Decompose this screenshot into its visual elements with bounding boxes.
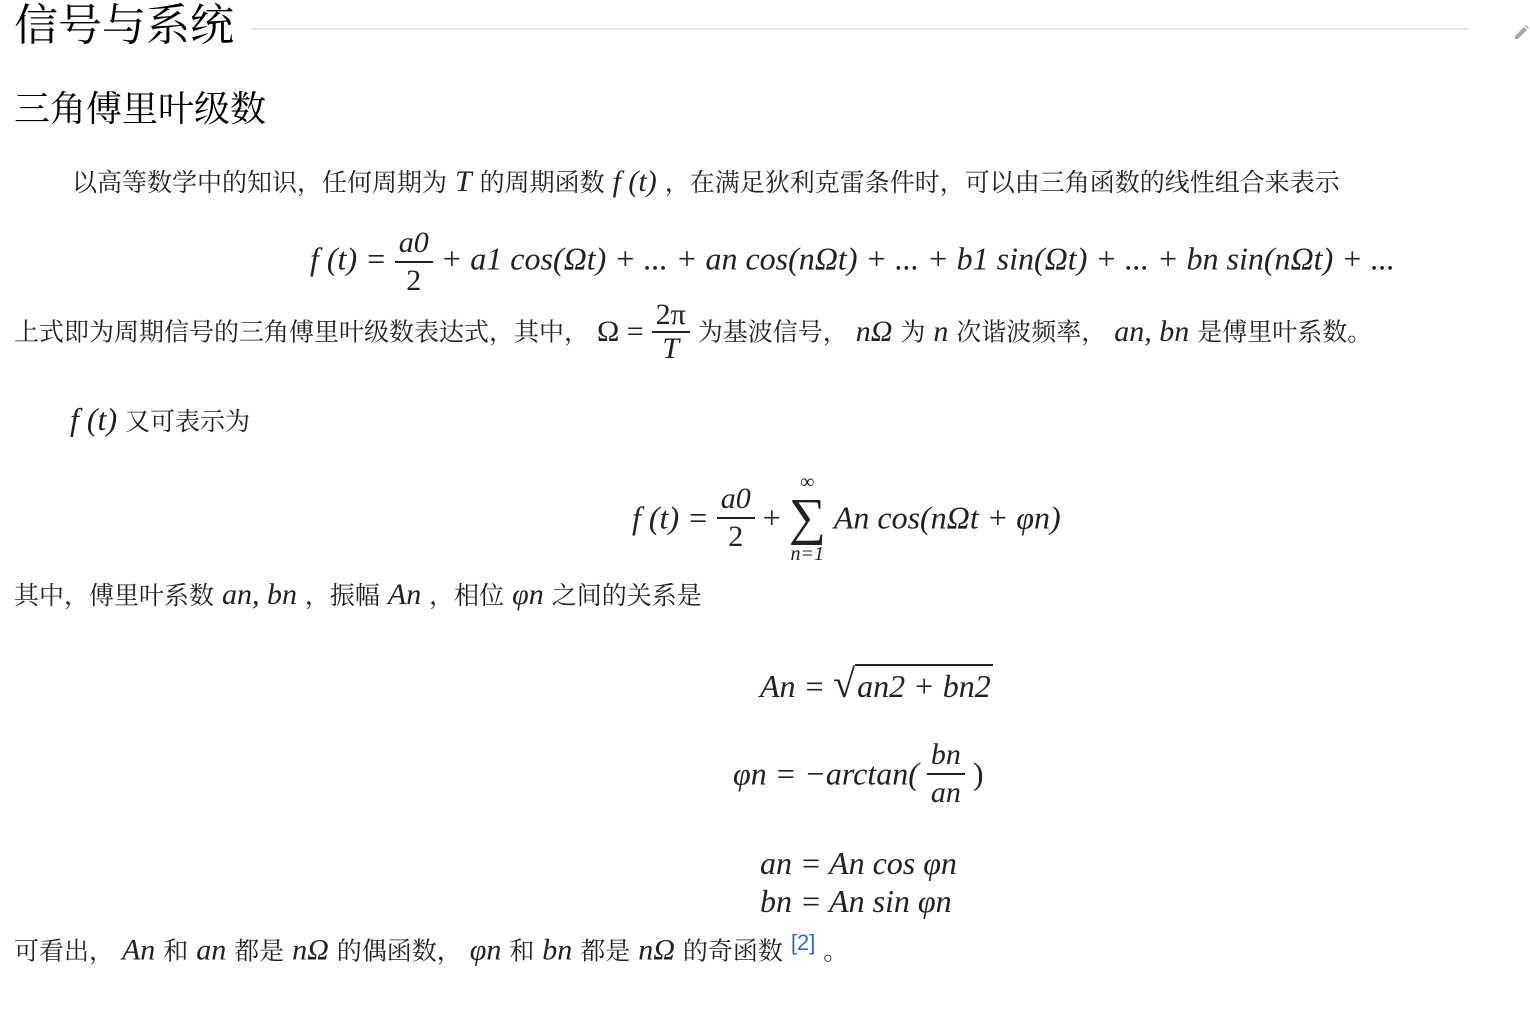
omega-fraction <box>652 300 690 364</box>
para-text: 的奇函数 <box>682 936 783 966</box>
symbol-coefficients: an, bn <box>221 578 297 611</box>
para-text: 和 <box>163 936 189 966</box>
symbol-ft: f (t) <box>612 165 657 198</box>
fourier-series-equation <box>310 226 1395 298</box>
symbol-ft: f (t) <box>70 401 118 437</box>
fraction-denominator: 2 <box>406 264 422 297</box>
sum-lower-limit: n=1 <box>790 543 825 565</box>
para-text: 为 <box>900 317 926 347</box>
citation-link[interactable]: [2] <box>790 930 816 955</box>
para-text: ，相位 <box>429 581 505 610</box>
symbol-T: T <box>454 165 472 198</box>
eq-rhs: + a1 cos(Ωt) + ... + an cos(nΩt) + ... + b1 sin(Ωt) + ... + bn sin(nΩt) + ... <box>440 240 1395 277</box>
amplitude-phase-equation <box>632 472 1061 564</box>
sum-upper-limit: ∞ <box>800 471 815 493</box>
fraction <box>395 226 433 298</box>
symbol-amplitude: An <box>387 578 422 611</box>
symbol-n-omega: nΩ <box>638 933 675 967</box>
eq-cos-line: an = An cos φn <box>760 845 957 881</box>
fraction-numerator: a0 <box>395 226 433 263</box>
pencil-icon[interactable] <box>1512 22 1530 40</box>
summation <box>789 472 826 564</box>
fraction-numerator: a0 <box>717 482 755 519</box>
para-text: 和 <box>509 936 535 966</box>
symbol-phase: φn <box>469 933 502 967</box>
symbol-an: an <box>196 933 227 967</box>
omega-lhs: Ω = <box>596 315 644 348</box>
para-text: 都是 <box>580 936 631 966</box>
fraction <box>717 482 755 554</box>
fraction-denominator: 2 <box>728 520 744 553</box>
amplitude-equation <box>760 660 993 707</box>
symbol-An: An <box>121 933 156 967</box>
para-text: 都是 <box>234 936 285 966</box>
para-text: 可看出， <box>14 936 115 966</box>
fraction-denominator: T <box>662 332 680 365</box>
fraction-numerator: 2π <box>652 300 690 333</box>
sqrt-sign: √ <box>833 661 856 706</box>
symbol-n-omega: nΩ <box>855 315 893 348</box>
fraction-denominator: an <box>930 776 961 809</box>
para-text: 以高等数学中的知识，任何周期为 <box>72 168 448 197</box>
sum-sign: ∑ <box>788 489 826 546</box>
sqrt-radicand: an2 + bn2 <box>855 664 993 705</box>
para-text: 的周期函数 <box>479 168 605 197</box>
eq-lhs: f (t) = <box>632 499 709 536</box>
para-text: 是傅里叶系数。 <box>1197 317 1373 347</box>
intro-paragraph <box>72 167 1340 197</box>
page-title: 信号与系统 <box>14 0 234 51</box>
alt-form-paragraph <box>70 403 250 435</box>
eq-lhs: f (t) = <box>310 240 387 277</box>
plus-sign: + <box>762 499 781 536</box>
definition-paragraph <box>14 300 1372 364</box>
para-text: ，在满足狄利克雷条件时，可以由三角函数的线性组合来表示 <box>664 168 1340 197</box>
para-text: 次谐波频率， <box>956 317 1107 347</box>
eq-rhs: An cos(nΩt + φn) <box>833 499 1061 536</box>
para-text: 之间的关系是 <box>551 581 702 610</box>
eq-sin-line: bn = An sin φn <box>760 883 952 919</box>
para-text: 又可表示为 <box>125 407 251 436</box>
para-text: 其中，傅里叶系数 <box>14 581 215 610</box>
para-text: 。 <box>823 936 849 966</box>
eq-lhs: φn = −arctan( <box>733 755 919 792</box>
section-heading: 三角傅里叶级数 <box>14 89 267 130</box>
symbol-phase: φn <box>512 578 544 611</box>
para-text: 上式即为周期信号的三角傅里叶级数表达式，其中， <box>14 317 590 347</box>
symbol-bn: bn <box>542 933 573 967</box>
symbol-coefficients: an, bn <box>1114 315 1190 348</box>
eq-lhs: An = <box>760 668 826 704</box>
fraction <box>927 738 965 810</box>
para-text: 为基波信号， <box>697 317 848 347</box>
close-paren: ) <box>972 755 984 792</box>
para-text: 的偶函数， <box>336 936 462 966</box>
para-text: ，振幅 <box>304 581 380 610</box>
heading-divider <box>252 28 1468 30</box>
symbol-n: n <box>933 315 949 348</box>
phase-equation <box>733 738 984 810</box>
conclusion-paragraph <box>14 932 848 965</box>
relation-paragraph <box>14 580 702 610</box>
coefficient-equations <box>760 844 957 920</box>
fraction-numerator: bn <box>927 738 965 775</box>
symbol-n-omega: nΩ <box>292 933 329 967</box>
